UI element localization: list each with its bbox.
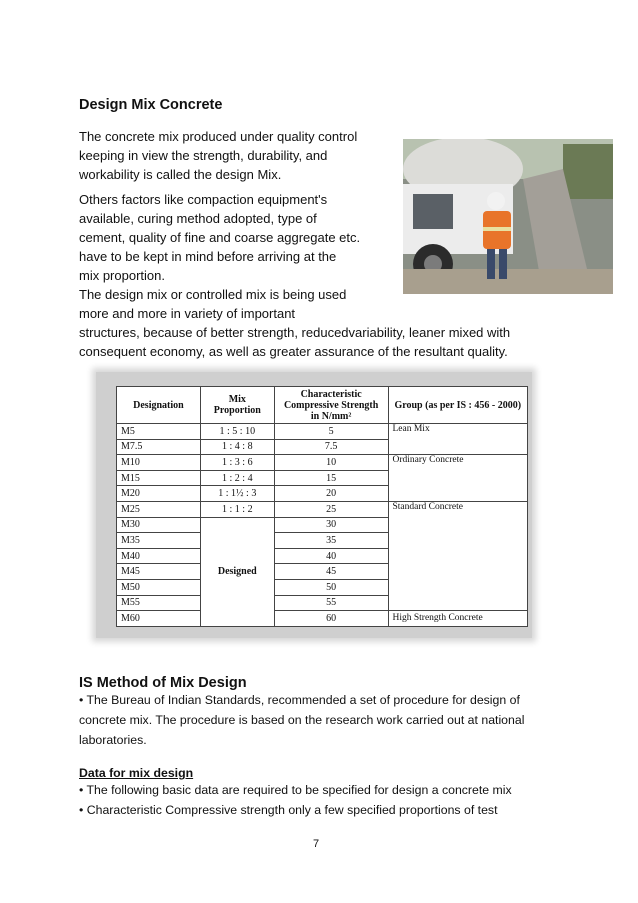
text-line: • The following basic data are required to be specified for design a concrete mix bbox=[79, 783, 512, 797]
designation-cell: M7.5 bbox=[117, 439, 201, 455]
designation-cell: M5 bbox=[117, 424, 201, 440]
strength-cell: 25 bbox=[274, 501, 388, 517]
text-line: more and more in variety of important bbox=[79, 306, 296, 321]
table-header-row bbox=[117, 387, 528, 424]
proportion-cell: 1 : 3 : 6 bbox=[200, 455, 274, 471]
is-method-paragraph bbox=[79, 690, 524, 750]
column-header: Mix Proportion bbox=[200, 387, 274, 424]
text-line: concrete mix. The procedure is based on the research work carried out at national bbox=[79, 713, 525, 727]
table-row bbox=[117, 424, 528, 440]
text-line: mix proportion. bbox=[79, 268, 165, 283]
table-row bbox=[117, 501, 528, 517]
design-mix-paragraph bbox=[79, 285, 510, 361]
designation-cell: M20 bbox=[117, 486, 201, 502]
proportion-cell: 1 : 4 : 8 bbox=[200, 439, 274, 455]
designation-cell: M10 bbox=[117, 455, 201, 471]
group-cell: Standard Concrete bbox=[388, 501, 528, 610]
column-header: Group (as per IS : 456 - 2000) bbox=[388, 387, 528, 424]
section-heading: IS Method of Mix Design bbox=[79, 675, 247, 691]
strength-cell: 55 bbox=[274, 595, 388, 611]
designation-cell: M40 bbox=[117, 548, 201, 564]
text-line: The design mix or controlled mix is being used bbox=[79, 287, 347, 302]
text-line: • Characteristic Compressive strength only a few specified proportions of test bbox=[79, 803, 498, 817]
designation-cell: M15 bbox=[117, 470, 201, 486]
intro-paragraph bbox=[79, 127, 357, 184]
strength-cell: 15 bbox=[274, 470, 388, 486]
group-cell: High Strength Concrete bbox=[388, 611, 528, 627]
text-line: have to be kept in mind before arriving at the bbox=[79, 249, 337, 264]
designation-cell: M45 bbox=[117, 564, 201, 580]
mix-grades-table bbox=[116, 386, 528, 627]
mix-grades-table-frame bbox=[96, 372, 532, 638]
proportion-cell: 1 : 5 : 10 bbox=[200, 424, 274, 440]
subsection-heading: Data for mix design bbox=[79, 766, 194, 780]
strength-cell: 60 bbox=[274, 611, 388, 627]
strength-cell: 45 bbox=[274, 564, 388, 580]
table-row bbox=[117, 611, 528, 627]
text-line: consequent economy, as well as greater assurance of the resultant quality. bbox=[79, 344, 508, 359]
designation-cell: M50 bbox=[117, 579, 201, 595]
designation-cell: M30 bbox=[117, 517, 201, 533]
page-number: 7 bbox=[313, 838, 320, 850]
designation-cell: M55 bbox=[117, 595, 201, 611]
strength-cell: 35 bbox=[274, 533, 388, 549]
strength-cell: 10 bbox=[274, 455, 388, 471]
strength-cell: 30 bbox=[274, 517, 388, 533]
strength-cell: 20 bbox=[274, 486, 388, 502]
text-line: Others factors like compaction equipment's bbox=[79, 192, 328, 207]
proportion-cell: 1 : 1½ : 3 bbox=[200, 486, 274, 502]
text-line: keeping in view the strength, durability, and bbox=[79, 148, 328, 163]
text-line: structures, because of better strength, reducedvariability, leaner mixed with bbox=[79, 325, 511, 340]
proportion-cell: 1 : 1 : 2 bbox=[200, 501, 274, 517]
strength-cell: 50 bbox=[274, 579, 388, 595]
text-line: cement, quality of fine and coarse aggregate etc. bbox=[79, 230, 361, 245]
data-paragraph bbox=[79, 780, 512, 820]
concrete-truck-illustration bbox=[403, 139, 613, 294]
factors-paragraph bbox=[79, 190, 360, 285]
text-line: laboratories. bbox=[79, 733, 147, 747]
designation-cell: M25 bbox=[117, 501, 201, 517]
designation-cell: M35 bbox=[117, 533, 201, 549]
strength-cell: 5 bbox=[274, 424, 388, 440]
text-line: workability is called the design Mix. bbox=[79, 167, 282, 182]
group-cell: Ordinary Concrete bbox=[388, 455, 528, 502]
group-cell: Lean Mix bbox=[388, 424, 528, 455]
proportion-cell: 1 : 2 : 4 bbox=[200, 470, 274, 486]
designed-cell: Designed bbox=[200, 517, 274, 626]
column-header: Designation bbox=[117, 387, 201, 424]
column-header: Characteristic Compressive Strength in N/mm² bbox=[274, 387, 388, 424]
strength-cell: 40 bbox=[274, 548, 388, 564]
strength-cell: 7.5 bbox=[274, 439, 388, 455]
text-line: The concrete mix produced under quality control bbox=[79, 129, 358, 144]
designation-cell: M60 bbox=[117, 611, 201, 627]
table-row bbox=[117, 455, 528, 471]
text-line: • The Bureau of Indian Standards, recommended a set of procedure for design of bbox=[79, 693, 520, 707]
hard-hat bbox=[487, 192, 505, 210]
text-line: available, curing method adopted, type of bbox=[79, 211, 317, 226]
concrete-pouring-photo bbox=[403, 139, 613, 294]
section-heading: Design Mix Concrete bbox=[79, 97, 223, 113]
